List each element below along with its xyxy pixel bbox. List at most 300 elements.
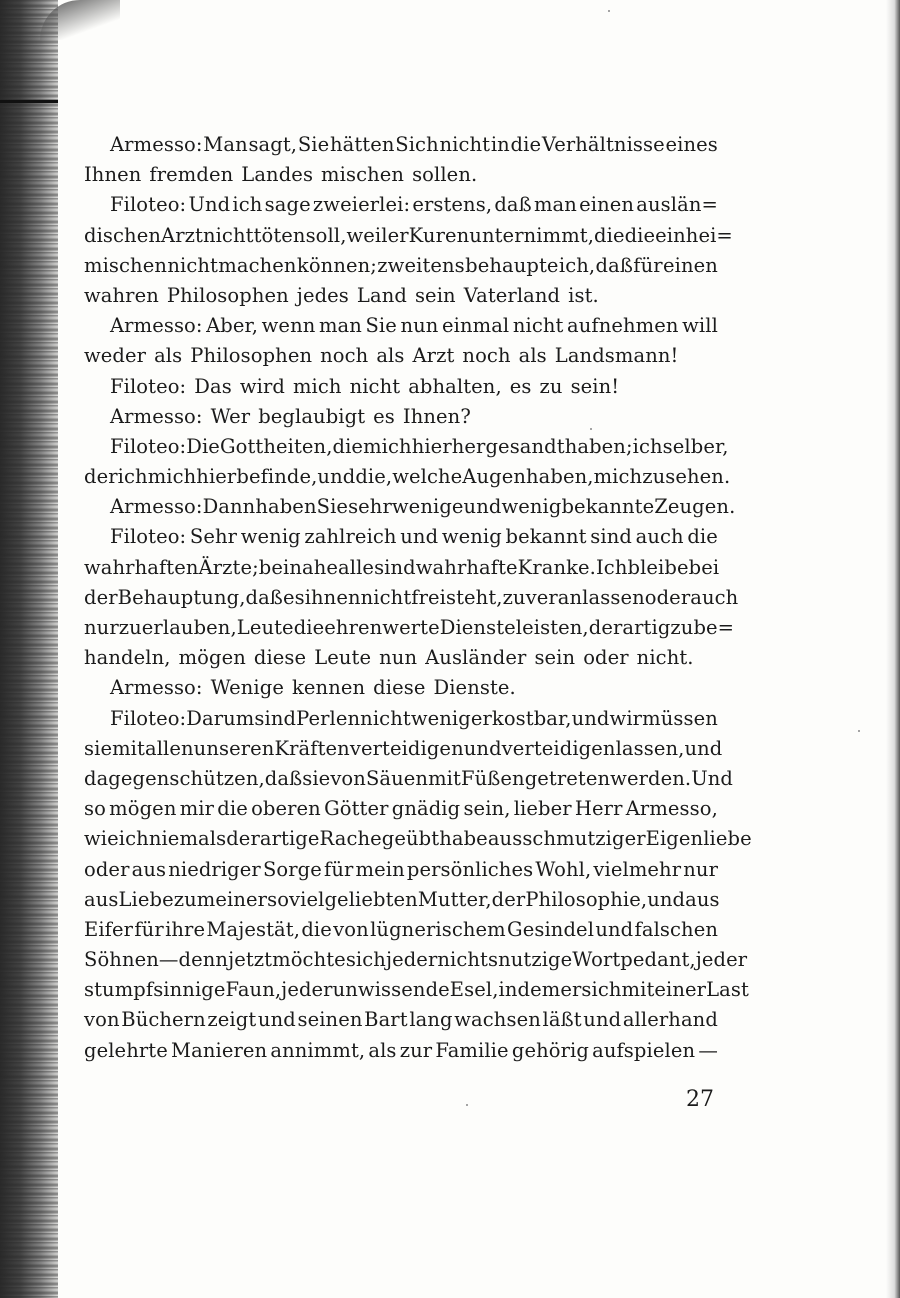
word: daß	[264, 766, 303, 790]
word: Sehr	[189, 525, 238, 549]
word: ich,	[558, 253, 596, 277]
word: niemals	[148, 827, 227, 851]
word: unwissende	[332, 978, 450, 1002]
word: ich	[117, 465, 148, 489]
word: es	[373, 404, 395, 428]
word: noch	[462, 344, 511, 368]
word: Dann	[202, 495, 256, 519]
word: Kräften	[274, 736, 350, 760]
word: vielmehr	[593, 857, 682, 881]
text-line	[84, 553, 718, 583]
word: diese	[373, 676, 426, 700]
word: ich	[118, 827, 149, 851]
word: weil	[346, 223, 388, 247]
word: vielgeliebten	[289, 887, 418, 911]
word: Götter	[324, 797, 389, 821]
word: als	[518, 344, 547, 368]
word: veranlassen	[525, 585, 645, 609]
word: noch	[320, 344, 369, 368]
word: abhalten,	[408, 374, 502, 398]
word: stumpfsinnige	[84, 978, 226, 1002]
word: Landes	[241, 163, 314, 187]
word: leisten,	[515, 616, 589, 639]
word: Ärzte;	[198, 555, 259, 579]
word: fremden	[149, 163, 234, 187]
text-line	[84, 432, 729, 462]
word: Arzt	[161, 223, 203, 247]
page-text	[84, 130, 752, 1066]
word: Säuen	[365, 766, 429, 790]
word: mich	[363, 434, 412, 458]
word: indem	[498, 978, 561, 1002]
word: freisteht,	[411, 585, 503, 609]
word: und	[571, 706, 610, 730]
word: für	[134, 917, 164, 941]
word: —	[158, 948, 179, 972]
word: Kuren	[408, 223, 470, 247]
word: beglaubigt	[258, 404, 366, 428]
text-line	[84, 734, 723, 764]
word: bekannte	[561, 495, 655, 519]
word: unternimmt,	[469, 223, 595, 247]
word: Filoteo:	[110, 525, 187, 549]
word: sein	[414, 283, 456, 307]
word: ihnen	[304, 585, 361, 609]
text-line	[84, 402, 718, 432]
word: Wer	[210, 404, 251, 428]
word: Armesso:	[110, 404, 203, 428]
word: Eifer	[84, 917, 134, 941]
word: und	[684, 736, 723, 760]
word: Faun,	[225, 978, 282, 1002]
text-line	[84, 975, 749, 1005]
word: sind	[374, 555, 416, 579]
text-line	[84, 221, 733, 251]
word: Perlen	[296, 706, 361, 730]
word: auch	[635, 525, 684, 549]
word: einer	[654, 978, 707, 1002]
word: lassen,	[615, 736, 685, 760]
word: bleibe	[627, 555, 689, 579]
word: kennen	[291, 676, 366, 700]
word: die	[594, 223, 625, 247]
word: Wohl,	[535, 857, 592, 881]
word: gehörig	[511, 1038, 589, 1062]
word: Wenige	[210, 676, 284, 700]
word: zweierlei:	[312, 193, 411, 217]
word: habe	[439, 827, 488, 851]
word: oder	[644, 585, 691, 609]
word: und	[317, 465, 356, 489]
word: Ich	[596, 555, 628, 579]
word: die	[293, 616, 325, 639]
word: Familie	[435, 1038, 509, 1062]
word: Ausländer	[425, 646, 527, 670]
word: ich	[232, 193, 263, 217]
word: einen	[663, 253, 718, 277]
word: zu	[670, 616, 694, 639]
word: Sich	[395, 133, 439, 156]
word: schmutziger	[522, 827, 646, 851]
word: gesandt	[485, 434, 565, 458]
word: zahlreich	[304, 525, 397, 549]
word: die	[217, 797, 248, 821]
word: be=	[693, 616, 735, 639]
word: von	[84, 1008, 120, 1032]
word: mögen	[109, 797, 177, 821]
word: daß	[245, 585, 283, 609]
word: beinahe	[258, 555, 339, 579]
word: für	[633, 253, 663, 277]
word: Philosophie,	[525, 887, 648, 911]
word: wahrhafte	[415, 555, 518, 579]
word: Ihnen?	[402, 404, 471, 428]
word: als	[368, 1038, 397, 1062]
word: jedes	[296, 283, 349, 307]
word: annimmt,	[270, 1038, 366, 1062]
text-line	[84, 915, 718, 945]
word: oberen	[251, 797, 321, 821]
word: sein!	[570, 374, 620, 398]
word: —	[698, 1038, 718, 1062]
word: sie	[84, 736, 113, 760]
word: weder	[84, 344, 147, 368]
word: wahren	[84, 283, 159, 307]
word: die	[687, 525, 718, 549]
word: lügnerischem	[370, 917, 506, 941]
word: zu	[173, 887, 197, 911]
word: zu	[502, 585, 526, 609]
word: man	[318, 314, 362, 338]
word: Aber,	[206, 314, 259, 338]
word: mein	[355, 857, 405, 881]
word: mich	[292, 374, 342, 398]
word: verteidigen	[349, 736, 464, 760]
word: derartig	[588, 616, 671, 639]
word: Darum	[186, 706, 255, 730]
word: Gottheiten,	[219, 434, 333, 458]
word: nichtsnutzige	[437, 948, 573, 972]
word: Sorge	[262, 857, 322, 881]
word: jetzt	[228, 948, 273, 972]
word: hierher	[411, 434, 486, 458]
word: nur	[683, 857, 718, 881]
word: niedriger	[168, 857, 261, 881]
word: hier	[196, 465, 237, 489]
word: bei	[688, 555, 720, 579]
word: Last	[706, 978, 749, 1002]
word: Leute	[236, 616, 294, 639]
word: Füßen	[460, 766, 525, 790]
word: sein	[534, 646, 576, 670]
word: unseren	[193, 736, 275, 760]
word: behaupte	[465, 253, 559, 277]
word: und	[595, 917, 634, 941]
word: aus	[487, 827, 523, 851]
paper-speckle	[858, 730, 860, 732]
word: sage	[264, 193, 311, 217]
word: oder	[583, 646, 629, 670]
word: es	[509, 374, 532, 398]
word: er	[387, 223, 409, 247]
word: jeder	[281, 978, 333, 1002]
word: allen	[144, 736, 194, 760]
word: wenig	[240, 525, 301, 549]
word: machen	[218, 253, 297, 277]
word: nicht	[349, 374, 401, 398]
binding-mark	[0, 100, 58, 103]
word: gnädig	[391, 797, 461, 821]
word: aus	[685, 887, 720, 911]
word: Zeugen.	[654, 495, 736, 519]
word: ist.	[568, 283, 599, 307]
word: Philosophen	[190, 344, 313, 368]
text-line	[84, 522, 718, 552]
word: können;	[296, 253, 377, 277]
word: Söhnen	[84, 948, 159, 972]
word: mir	[179, 797, 215, 821]
word: Rache	[319, 827, 382, 851]
word: Land	[356, 283, 407, 307]
word: falschen	[634, 917, 718, 941]
word: müssen	[642, 706, 718, 730]
word: Sie	[365, 314, 397, 338]
word: wenige	[391, 495, 464, 519]
word: Und	[188, 193, 231, 217]
word: aufspielen	[592, 1038, 696, 1062]
word: zu	[539, 374, 563, 398]
word: nun	[400, 314, 439, 338]
text-line	[84, 583, 739, 613]
word: sehen.	[665, 465, 731, 489]
word: und	[583, 1008, 622, 1032]
text-line	[84, 341, 718, 371]
word: einmal	[441, 314, 510, 338]
word: schützen,	[169, 766, 265, 790]
word: wenig	[441, 525, 502, 549]
word: haben,	[526, 465, 594, 489]
word: Armesso:	[110, 133, 203, 156]
word: Armesso:	[110, 495, 203, 519]
word: es	[282, 585, 305, 609]
word: Verhältnisse	[541, 133, 665, 156]
word: Dienste.	[433, 676, 516, 700]
word: die	[301, 917, 332, 941]
word: und	[257, 1008, 296, 1032]
word: zur	[399, 1038, 433, 1062]
word: geübt	[381, 827, 440, 851]
word: wenig	[501, 495, 562, 519]
word: nur	[84, 616, 119, 639]
word: und	[463, 736, 502, 760]
word: ich	[632, 434, 663, 458]
word: die	[510, 133, 542, 156]
word: einhei=	[655, 223, 733, 247]
word: jeder	[695, 948, 748, 972]
word: allerhand	[622, 1008, 718, 1032]
word: in	[490, 133, 510, 156]
word: aus	[131, 857, 167, 881]
word: handeln,	[84, 646, 171, 670]
word: Armesso,	[625, 797, 718, 821]
text-line	[84, 492, 736, 522]
word: diese	[253, 646, 307, 670]
word: mit	[621, 978, 655, 1002]
word: nun	[379, 646, 418, 670]
word: hätten	[329, 133, 395, 156]
word: läßt	[542, 1008, 582, 1032]
text-line	[84, 1005, 718, 1035]
word: sind	[254, 706, 297, 730]
word: für	[324, 857, 354, 881]
word: getreten	[524, 766, 611, 790]
word: nicht	[512, 314, 564, 338]
text-line	[84, 794, 718, 824]
word: aus	[84, 887, 119, 911]
word: zu	[642, 465, 666, 489]
word: sagt,	[248, 133, 298, 156]
paper-speckle	[466, 1104, 468, 1106]
word: sein,	[463, 797, 511, 821]
word: mich	[147, 465, 197, 489]
text-line	[84, 1036, 718, 1066]
word: wie	[84, 827, 119, 851]
word: oder	[84, 857, 130, 881]
word: dischen	[84, 223, 162, 247]
word: haben;	[564, 434, 633, 458]
word: lieber	[513, 797, 572, 821]
word: alle	[338, 555, 375, 579]
word: Sie	[297, 133, 330, 156]
word: Eigenliebe	[645, 827, 752, 851]
word: sollen.	[412, 163, 478, 187]
word: so	[267, 887, 290, 911]
word: eines	[665, 133, 718, 156]
text-line	[84, 281, 718, 311]
word: Bart	[364, 1008, 408, 1032]
text-line	[84, 945, 748, 975]
word: als	[376, 344, 405, 368]
paper-speckle	[608, 10, 610, 12]
text-line	[84, 824, 752, 854]
word: ihre	[165, 917, 206, 941]
word: Philosophen	[166, 283, 289, 307]
word: Mutter,	[417, 887, 492, 911]
word: die	[332, 434, 364, 458]
word: nicht	[360, 706, 411, 730]
word: Die	[186, 434, 220, 458]
word: Armesso:	[110, 314, 203, 338]
word: Filoteo:	[110, 434, 187, 458]
word: Wortpedant,	[572, 948, 696, 972]
word: selber,	[662, 434, 729, 458]
word: auslän=	[636, 193, 718, 217]
word: Sie	[316, 495, 349, 519]
word: erlauben,	[141, 616, 237, 639]
word: seinen	[297, 1008, 363, 1032]
word: Manieren	[171, 1038, 268, 1062]
word: die,	[355, 465, 393, 489]
word: einen	[579, 193, 635, 217]
word: Armesso:	[110, 676, 203, 700]
word: lang	[409, 1008, 453, 1032]
text-line	[84, 885, 718, 915]
word: sehr	[348, 495, 392, 519]
word: mischen	[321, 163, 405, 187]
word: erstens,	[412, 193, 493, 217]
word: der	[84, 585, 118, 609]
text-line	[84, 311, 718, 341]
word: persönliches	[406, 857, 534, 881]
word: sich	[581, 978, 622, 1002]
word: gelehrte	[84, 1038, 168, 1062]
word: Esel,	[449, 978, 499, 1002]
page-number: 27	[686, 1087, 714, 1112]
word: wir	[609, 706, 643, 730]
word: Vaterland	[463, 283, 561, 307]
word: soll,	[305, 223, 347, 247]
text-line	[84, 764, 733, 794]
word: Filoteo:	[110, 706, 187, 730]
word: zu	[118, 616, 142, 639]
text-line	[84, 130, 718, 160]
word: mit	[428, 766, 461, 790]
page-right-edge	[886, 0, 900, 1298]
word: zeigt	[207, 1008, 257, 1032]
word: Augen	[462, 465, 527, 489]
word: Arzt	[412, 344, 455, 368]
word: Und	[691, 766, 733, 790]
word: daß	[595, 253, 633, 277]
text-line	[84, 251, 718, 281]
word: und	[400, 525, 439, 549]
word: aufnehmen	[567, 314, 679, 338]
word: Liebe	[118, 887, 174, 911]
word: verteidigen	[501, 736, 616, 760]
word: Herr	[574, 797, 623, 821]
text-line	[84, 613, 735, 643]
word: nicht	[439, 133, 491, 156]
word: befinde,	[236, 465, 318, 489]
word: wenn	[261, 314, 316, 338]
text-line	[84, 462, 731, 492]
word: Filoteo:	[110, 193, 187, 217]
word: Landsmann!	[554, 344, 679, 368]
word: der	[84, 465, 118, 489]
word: man	[533, 193, 577, 217]
word: weniger	[410, 706, 492, 730]
word: Behauptung,	[117, 585, 246, 609]
word: welche	[392, 465, 463, 489]
text-line	[84, 704, 718, 734]
word: meiner	[196, 887, 268, 911]
word: jeder	[385, 948, 438, 972]
word: wahrhaften	[84, 555, 199, 579]
word: Ihnen	[84, 163, 142, 187]
word: nicht	[167, 253, 218, 277]
word: denn	[178, 948, 229, 972]
word: sich	[345, 948, 386, 972]
word: Das	[194, 374, 232, 398]
word: zweitens	[377, 253, 465, 277]
word: so	[84, 797, 106, 821]
word: und	[463, 495, 502, 519]
word: Büchern	[121, 1008, 206, 1032]
word: Gesindel	[507, 917, 595, 941]
word: wird	[239, 374, 285, 398]
word: mögen	[178, 646, 246, 670]
word: werden.	[610, 766, 692, 790]
